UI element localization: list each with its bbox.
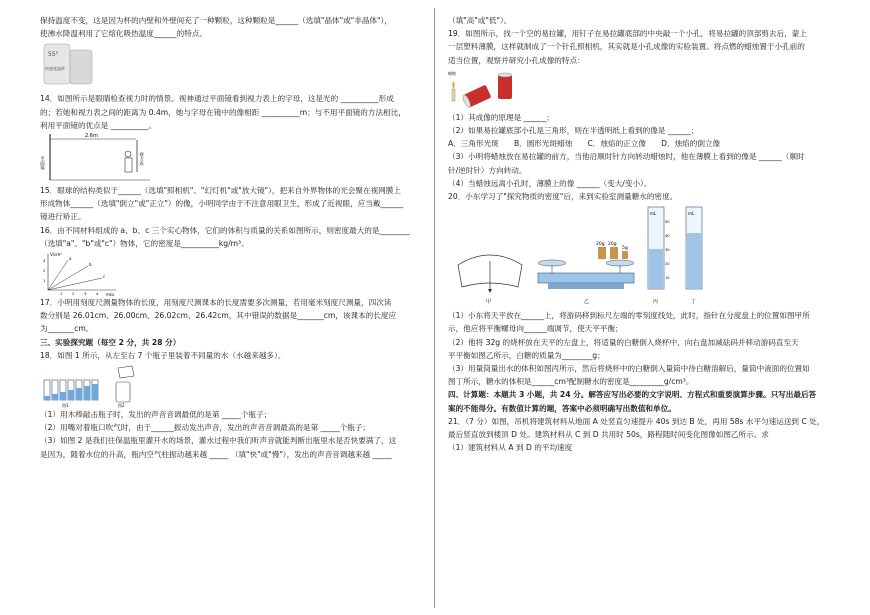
weight-label: 20g — [596, 242, 605, 248]
q21-line: 21．（7 分）如图，吊机将建筑材料从地面 A 处竖直匀速提升 40s 到达 B 处，再用 58s 水平匀速运送到 C 处， — [448, 416, 825, 426]
chart-label: 视力表 — [138, 152, 144, 166]
x-tick: 1 — [60, 292, 63, 297]
x-tick: 2 — [72, 292, 75, 297]
q20-line: 平平衡如图乙所示，白糖的质量为________g； — [448, 350, 605, 360]
q19-line: 针/逆时针）方向转动。 — [448, 165, 527, 175]
eye-exam-diagram — [40, 132, 180, 184]
fig-label-ding: 丁 — [691, 299, 697, 306]
q16-line: （选填"a"、"b"或"c"）物体，它的密度是__________kg/m³。 — [40, 238, 249, 248]
fig-label-bing: 丙 — [653, 299, 659, 306]
fig2-label: 图2 — [118, 403, 125, 409]
q17-line: 为_______cm。 — [40, 324, 94, 334]
q15-line: 15．眼球的结构类似于______（选填"照相机"、"幻灯机"或"放大镜"），把来自外界物体的光会聚在视网膜上 — [40, 186, 401, 196]
q19-line: （2）如果易拉罐底部小孔是三角形，则在半透明纸上看到的像是 ______； — [448, 126, 699, 136]
q19-line: （1）其成像的原理是 ______； — [448, 112, 554, 122]
weight-label: 20g — [608, 242, 617, 248]
q17-line: 数分别是 26.01cm、26.00cm、26.02cm、26.42cm，其中错误的数据是_______cm，该课本的长度应 — [40, 311, 397, 321]
q14-line: 14．如图所示是眼睛检查视力时的情景。视神通过平面镜看到视力表上的字母，这是光的 __________形成 — [40, 94, 394, 104]
q20-line: 图丁所示，糖水的体积是______cm³配制糖水的密度是_________g/cm³。 — [448, 377, 694, 387]
cup-brand: 55° — [48, 51, 59, 59]
q18-line: （2）用嘴对着瓶口吹气时，由于______振动发出声音，发出的声音音调最高的是第 _____个瓶子； — [40, 423, 370, 433]
cylinder-tick: 30 — [665, 248, 670, 253]
q18-line: （3）如图 2 是我们往保温瓶里灌开水的场景，灌水过程中我们听声音就能判断出瓶里水是否快要满了，这 — [40, 436, 397, 446]
cup-label: 快速变温杯 — [45, 66, 65, 72]
distance-label: 2.6m — [85, 133, 98, 140]
fig-label-yi: 乙 — [584, 299, 590, 306]
q19-line: （4）当蜡烛远离小孔时，薄膜上的像 ______（变大/变小）。 — [448, 178, 652, 188]
weight-label: 5g — [622, 246, 628, 252]
q15-line: 镜进行矫正。 — [40, 212, 86, 222]
q18-line: 18．如图 1 所示，从左至右 7 个瓶子里装着不同量的水（水越来越多）。 — [40, 350, 286, 360]
q20-line: （2）他将 32g 的烧杯放在天平的左盘上，将适量的白糖倒入烧杯中，向右盘加减砝码并移动游码直至天 — [448, 337, 799, 347]
candle-label: 蜡烛 — [448, 70, 456, 76]
text-line: 使沸水降温利用了它熔化吸热温度______的特点。 — [40, 29, 208, 39]
section-heading: 三、实验探究题（每空 2 分，共 28 分） — [40, 337, 181, 347]
y-tick: 3 — [43, 259, 46, 264]
bottles-diagram — [40, 362, 180, 408]
q20-line: 示，他应将平衡螺母向______端调节，使天平平衡； — [448, 324, 623, 334]
q19-line: 适当位置，观察并研究小孔成像的特点： — [448, 55, 585, 65]
q20-line: 20．小东学习了"探究物质的密度"后，来到实验室测量糖水的密度。 — [448, 192, 678, 202]
q17-line: 17．小明用刻度尺测量物体的长度，用刻度尺测课本的长度需要多次测量，若用毫米刻度尺测量，四次读 — [40, 298, 392, 308]
bottles-figure — [40, 362, 440, 408]
q14-line: 利用平面镜的优点是 __________。 — [40, 120, 157, 130]
left-column — [40, 14, 440, 461]
x-axis-label: m/g — [106, 292, 114, 297]
y-axis-label: V/cm³ — [50, 252, 62, 258]
series-c: c — [103, 274, 106, 280]
q19-options: A．三角形光斑 B．圆形光斑蜡烛 C．烛焰的正立像 D．烛焰的倒立像 — [448, 139, 721, 149]
section-heading: 案的不能得分。有数值计算的题，答案中必须明确写出数值和单位。 — [448, 403, 676, 413]
cup-image — [40, 40, 100, 92]
q14-line: 的；若她和视力表之间的距离为 0.4m，她与字母在镜中的像相距 __________m；与不用平面镜的方法相比， — [40, 107, 406, 117]
text-line: 保持温度不变，这是因为杯的内壁和外壁间充了一种颗粒，这种颗粒是______（选填"晶体"或"非晶体"）， — [40, 16, 392, 25]
q16-line: 16．由不同材料组成的 a、b、c 三个实心物体，它们的体积与质量的关系如图所示，则密度最大的是________ — [40, 225, 410, 235]
q20-line: （3）用量筒量出水的体积如图丙所示，然后将烧杯中的白糖倒入量筒中待白糖溶解后，量筒中液面的位置如 — [448, 364, 810, 374]
cylinder-unit: mL — [650, 211, 657, 217]
fig-label-jia: 甲 — [486, 299, 492, 306]
density-lab-diagram — [448, 203, 738, 309]
line-b — [48, 266, 88, 290]
pinhole-diagram — [448, 67, 538, 111]
eye-exam-figure — [40, 132, 440, 184]
density-lab-figure — [448, 203, 848, 309]
y-tick: 2 — [43, 269, 46, 274]
mirror-label: 平面镜 — [40, 156, 45, 170]
cylinder-tick: 40 — [665, 234, 670, 239]
text-line: （填"高"或"低"）。 — [448, 16, 512, 25]
cylinder-unit: mL — [688, 211, 695, 217]
q21-line: （1）建筑材料从 A 到 D 的平均速度 — [448, 443, 573, 453]
q18-line: 是因为，随着水位的升高，瓶内空气柱振动越来越 _____ （填"快"或"慢"），发出的声音音调越来越 _____ — [40, 449, 392, 459]
x-tick: 4 — [96, 292, 99, 297]
q19-line: 19．如图所示，找一个空的易拉罐，用钉子在易拉罐底部的中央敲一个小孔，将易拉罐的顶部剪去后，蒙上 — [448, 29, 807, 39]
cylinder-tick: 50 — [665, 220, 670, 225]
density-graph-figure — [40, 250, 440, 296]
pinhole-figure — [448, 67, 848, 111]
q21-line: 最后竖直放到楼顶 D 处。建筑材料从 C 到 D 共用时 50s，路程随时间变化图像如图乙所示。求 — [448, 430, 769, 440]
q20-line: （1）小东将天平放在______上，将游码移到标尺左端的零刻度线处，此时，指针在分度盘上的位置如图甲所 — [448, 311, 810, 321]
y-tick: 1 — [43, 279, 46, 284]
series-a: a — [69, 256, 72, 262]
fig1-label: 图1 — [62, 403, 69, 409]
right-column — [448, 14, 848, 454]
density-graph — [40, 250, 120, 296]
q15-line: 形成物体______（选填"倒立"或"正立"）的像，小明同学由于不注意用眼卫生，形成了近视眼，应当戴______ — [40, 199, 404, 209]
q19-line: 一层塑料薄膜，这样就制成了一个针孔照相机，其实就是小孔成像的实验装置。将点燃的蜡烛置于小孔前的 — [448, 42, 805, 52]
cylinder-tick: 20 — [665, 262, 670, 267]
cup-figure — [40, 40, 440, 92]
cylinder-tick: 10 — [665, 276, 670, 281]
line-a — [48, 260, 68, 290]
series-b: b — [89, 262, 92, 268]
q18-line: （1）用木棒敲击瓶子时，发出的声音音调最低的是第 _____个瓶子； — [40, 410, 272, 420]
section-heading: 四、计算题：本题共 3 小题，共 24 分。解答应写出必要的文字说明、方程式和重要演算步骤。只写出最后答 — [448, 390, 817, 400]
line-c — [48, 278, 102, 290]
x-tick: 3 — [84, 292, 87, 297]
q19-line: （3）小明将蜡烛放在易拉罐的前方，当他沿顺时针方向转动蜡烛时，他在薄膜上看到的像是 ______（顺时 — [448, 152, 805, 162]
